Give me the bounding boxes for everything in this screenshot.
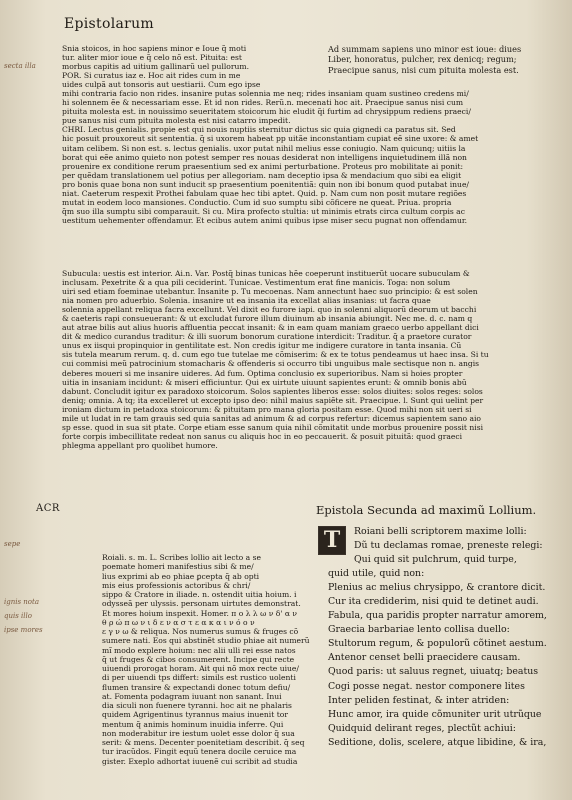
acron-marker: ACR [36, 503, 60, 514]
verse-line: quid utile, quid non: [328, 568, 425, 580]
commentary-line: sumere nati. Eos qui abstinẽt studio phiae ait numerũ [102, 636, 310, 646]
running-title: Epistolarum [64, 16, 155, 32]
commentary-line: mentum q̃ animis hominum inuidia inferre. Qui [102, 719, 284, 729]
verse-block-epistle [328, 525, 566, 750]
commentary-line: dabunt. Concludit igitur ex paradoxo stoicorum. Solos sapientes liberos esse: solos diuites: solos reges: solos [62, 386, 483, 396]
verse-line: Hunc amor, ira quide cõmuniter urit utrũque [328, 708, 542, 720]
commentary-line: gister. Exeplo adhortat iuuenẽ cui scribit ad studia [102, 756, 298, 766]
commentary-line: mĩ modo explere hoium: nec alii ulli rei esse natos [102, 645, 296, 655]
commentary-line: q̃ ut fruges & cibos consumerent. Incipe qui recte [102, 654, 295, 664]
margin-note: ipse mores [4, 626, 43, 634]
verse-line: Inter peliden festinat, & inter atriden: [328, 694, 510, 706]
commentary-line: di per uiuendi tps differt: simils est rustico uolenti [102, 673, 296, 683]
commentary-line: uides culpã aut tonsoris aut uestiarii. Cum ego ipse [62, 80, 261, 90]
commentary-line: uiri sed etiam foeminae utebantur. Insanite p. Tu mecoenas. Nam annectunt haec suo principio: & est solen [62, 287, 478, 297]
decorated-initial: T [318, 526, 346, 555]
commentary-line: ε γ ν ω & reliqua. Nos numerus sumus & fruges cõ [102, 627, 299, 636]
commentary-line: mis eius professionis actoribus & chri/ [102, 580, 251, 590]
commentary-line: poemate homeri manifestius sibi & me/ [102, 562, 254, 572]
commentary-line: nia nomen pro aduerbio. Solenia. insanire ut ea insania ita excellat alias insanias: ut facra quae [62, 296, 431, 306]
commentary-line: deberes moueri si me insanire uideres. Ad fum. Optima conclusio ex superioribus. Nam si hoies propter [62, 368, 463, 378]
verse-block-top [328, 44, 556, 75]
commentary-line: mutat in eodem loco mansiones. Conductio. Cum id suo sumptu sibi cõficere ne queat. Priua. propria [62, 197, 452, 207]
commentary-line: uitia in insaniam incidunt: & miseri efficiuntur. Qui ex uirtute uiuunt sapientes erunt: & omnib bonis abū [62, 377, 467, 387]
verse-line: Cogi posse negat. nestor componere lites [328, 680, 525, 692]
verse-line: Quod paris: ut saluus regnet, uiuatq; beatus [328, 666, 539, 678]
commentary-line: CHRI. Lectus genialis. propie est qui nouis nuptiis sternitur dictus sic quia gignedi ca paratus sit. Sed [62, 125, 456, 135]
verse-line: Qui quid sit pulchrum, quid turpe, [354, 554, 517, 566]
margin-note: ignis nota [4, 598, 39, 606]
commentary-line: POR. Si curatus iaz e. Hoc ait rides cum in me [62, 71, 241, 81]
commentary-line: sippo & Cratore in iliade. n. ostendit uitia hoium. i [102, 590, 297, 599]
commentary-line: forte corpis imbecillitate redeat non sanus cu aliquis hoc in eo peccauerit. & posuit pituitã: quod graeci [62, 431, 463, 441]
commentary-line: per quẽdam translationem uel potius per allegoriam. nam deceptio ipsa & mendacium quo sibi ea eligit [62, 170, 462, 180]
verse-line: Praecipue sanus, nisi cum pituita molesta est. [328, 64, 519, 75]
commentary-line: non moderabitur ire iestum uolet esse dolor q̃ sua [102, 728, 295, 738]
commentary-line: odysseã per ulyssis. personam uirtutes demonstrat. [102, 599, 301, 609]
epistle-title: Epistola Secunda ad maximũ Lollium. [316, 503, 537, 517]
commentary-line: ironiam dictum in petadoxa stoicorum: & pituitam pro mana gloria positam esse. Quod mihi non sit ueri si [62, 404, 472, 414]
commentary-line: Et mores hoium inspexit. Homer. π ο λ λ ω ν δ' α ν [102, 608, 297, 618]
commentary-line: lius exprimi ab eo phiae ꝑcepta q̃ ab opti [102, 571, 260, 581]
commentary-line: pro bonis quae bona non sunt inducit sp praesentium poenitentiã: quin non ibi bonum quod putabat inue/ [62, 179, 469, 189]
commentary-line: serit: & mens. Decenter poenitetiam describit. q̃ seq [102, 738, 305, 747]
verse-line: Graecia barbariae lento collisa duello: [328, 624, 510, 636]
commentary-line: mile ut ludat in re tam grauis sed quia sanitas ad animum & ad corpus refertur: dicemus sapientem sano aio [62, 413, 482, 423]
commentary-line: borat qui eẽe animo quieto non potest semper res nouas desiderat non intelligens inquietudinem illã non [62, 152, 467, 162]
verse-line: Fabula, qua paridis propter narratur amorem, [328, 610, 547, 622]
commentary-line: q̃m suo illa sumptu sibi comparauit. Si cu. Mira profecto stultia: ut minimis etrats circa cultum corpis ac [62, 206, 465, 216]
commentary-line: tur iracũdos. Fingit equũ tenera docile ceruice ma [102, 747, 297, 757]
commentary-line: at. Fomenta podagram iuuant non sanant. Inui [102, 691, 282, 701]
commentary-line: inclusam. Pexetrite & a qua pili ceciderint. Tunicae. Vestimentum erat fine manicis. Toga: non solum [62, 278, 451, 288]
commentary-line: unus ex iisqui propinquior in gentilitate est. Non credis igitur me indigere curatore in tanta insania. Cũ [62, 341, 462, 351]
commentary-line: morbus capitis ad uitium gallinarũ uel pullorum. [62, 62, 250, 72]
commentary-line: Snia stoicos, in hoc sapiens minor e Ioue q̃ moti [62, 44, 247, 53]
commentary-line: uitam celibem. Si non est. s. lectus genialis. uxor putat nihil melius esse coniugio. Nam quicunq; uitiis la [62, 143, 466, 153]
commentary-line: sis tutela mearum rerum. q. d. cum ego tue tutelae me cõmiserim: & ex te totus pendeamus ut haec insa. Si tu [62, 350, 489, 360]
commentary-line: pituita molesta est. in nouissimo seueritatem stoicorum hic eludit q̃i furtim ad chrysippum rediens praeci/ [62, 107, 471, 117]
commentary-line: uestitum uehementer offendamur. Et ecibus autem animi quibus ipse miser secu pugnat non offendamur. [62, 215, 468, 225]
verse-line: Seditione, dolis, scelere, atque libidine, & ira, [328, 736, 547, 748]
verse-line: Quidquid delirant reges, plectũt achiui: [328, 722, 516, 734]
verse-line: Liber, honoratus, pulcher, rex denicq; regum; [328, 54, 517, 65]
verse-line: Dũ tu declamas romae, preneste relegi: [354, 540, 543, 552]
commentary-line: quidem Agrigentinus tyrannus maius inuenit tor [102, 710, 288, 720]
verse-line: Plenius ac melius chrysippo, & crantore dicit. [328, 582, 546, 594]
commentary-line: Roiali. s. m. L. Scribes lollio ait lecto a se [102, 553, 261, 562]
commentary-line: pue sanus nisi cum pituita molesta est nisi catarro impedit. [62, 116, 291, 126]
verse-line: Ad summam sapiens uno minor est ioue: diues [328, 44, 522, 54]
commentary-line: Subucula: uestis est interior. Ai.n. Var. Postq̃ binas tunicas hẽe coeperunt instituerũt uocare subuculam & [62, 269, 470, 278]
commentary-line: niat. Caeterum respexit Prothei fabulam quae hec tibi aptet. Quid. p. Nam cum non posit mutare regiões [62, 188, 467, 198]
commentary-line: deniq; omnia. A tq; ita excelleret ut excepto ipso deo: nihil maius sapiẽte sit. Praecipue. l. Sunt qui uelint per [62, 395, 484, 405]
commentary-line: hi solennem ẽe & necessariam esse. Et id non rides. Rerũ.n. mecenati hoc ait. Praecipue sanus nisi cum [62, 98, 464, 108]
commentary-line: solennia appellant reliqua facra excellunt. Vel dixit eo furore iapi. quo in solenni aliquorũ deorum ut bacchi [62, 305, 477, 315]
verse-line: Roiani belli scriptorem maxime lolli: [354, 526, 527, 537]
commentary-middle [62, 269, 550, 450]
commentary-line: flumen transire & expectandi donec totum defiu/ [102, 682, 291, 692]
commentary-line: phlegma appellant pro quolibet humore. [62, 440, 218, 450]
verse-line: Cur ita crediderim, nisi quid te detinet audi. [328, 596, 539, 608]
commentary-line: & caeteris rapi consueuerant: & ut excludat furore illum diuinum ab insania abiungit. Nec me. d. c. nam q [62, 314, 473, 324]
verse-line: Stultorum regum, & populorũ cõtinet aestum. [328, 638, 547, 650]
margin-note: sepe [4, 540, 21, 548]
margin-note: quis illo [4, 612, 32, 620]
commentary-line: tur. aliter mior ioue e q̃ celo nõ est. Pituita: est [62, 53, 242, 63]
commentary-line: prouenire ex conditione rerum praesentium sed ex animi perturbatione. Proteus pro mobilitate ai ponit: [62, 161, 464, 171]
commentary-line: sp esse. quod in sua sit ptate. Corpe etiam esse sanum quia nihil cõmitatit unde morbus prouenire possit nisi [62, 422, 484, 432]
commentary-line: hic posuit prouxoreut sit sententia. q̃ si uxorem habeat pp uitãe inconstantiam cupiat eẽ sine uxore: & amet [62, 134, 479, 144]
commentary-lower [102, 553, 310, 766]
commentary-line: uiuendi prorogat horam. Ait qui nõ mox recte uiue/ [102, 664, 299, 673]
commentary-line: aut atrae bilis aut alius huoris affluentia peccat insanit: & in eam quam maniam graeco uerbo appellant dici [62, 323, 479, 333]
margin-note: secta illa [4, 62, 36, 70]
commentary-line: mihi contraria facio non rides. insanire putas solennia me neq; rides insaniam quam sustineo credens mi/ [62, 89, 469, 99]
commentary-line: cui commisi meũ patrocinium stomacharis & offenderis si occurro tibi unguibus male sectisque non n. angis [62, 359, 480, 369]
commentary-line: θ ρ ώ π ω ν ι δ ε ν α σ τ ε α κ α ι ν ό ο ν [102, 617, 255, 627]
commentary-line: dit & medico curandus traditur: & illi suorum bonorum curatione interdicit: Traditur. q̃ a praetore curator [62, 332, 472, 342]
commentary-line: dia siculi non fuenere tyranni. hoc ait ne phalaris [102, 701, 292, 710]
verse-line: Antenor censet belli praecidere causam. [328, 652, 521, 664]
